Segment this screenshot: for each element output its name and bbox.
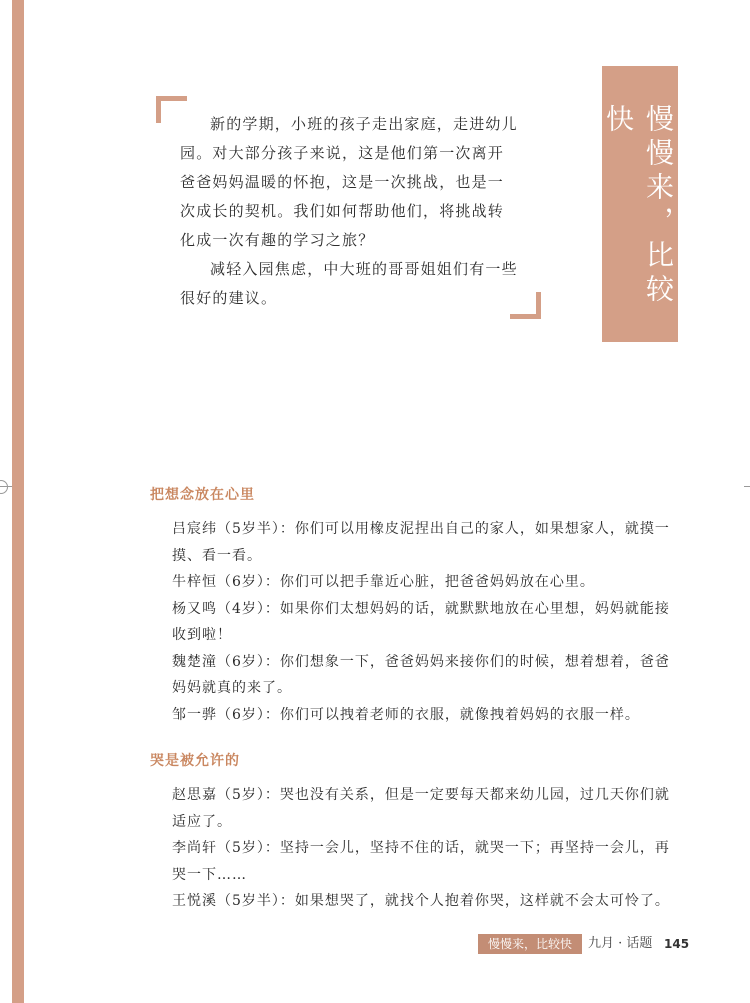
quote-bracket-close xyxy=(510,292,541,319)
intro-paragraph-1: 新的学期，小班的孩子走出家庭，走进幼儿园。对大部分孩子来说，这是他们第一次离开爸爸妈妈温暖的怀抱，这是一次挑战，也是一次成长的契机。我们如何帮助他们，将挑战转化成一次有趣的学习之旅？ xyxy=(180,115,518,249)
quote-item: 李尚轩（5岁）：坚持一会儿，坚持不住的话，就哭一下；再坚持一会儿，再哭一下…… xyxy=(172,840,670,883)
section-1-quotes xyxy=(172,516,672,728)
quote-item: 王悦溪（5岁半）：如果想哭了，就找个人抱着你哭，这样就不会太可怜了。 xyxy=(172,893,670,909)
footer-month-label: 九月 · 话题 xyxy=(588,936,653,951)
section-2-quotes xyxy=(172,782,672,915)
footer-topic-tag: 慢慢来，比较快 xyxy=(478,934,582,954)
page-number: 145 xyxy=(664,937,690,951)
quote-item: 吕宸纬（5岁半）：你们可以用橡皮泥捏出自己的家人，如果想家人，就摸一摸、看一看。 xyxy=(172,521,670,564)
intro-block xyxy=(180,110,520,313)
quote-item: 赵思嘉（5岁）：哭也没有关系，但是一定要每天都来幼儿园，过几天你们就适应了。 xyxy=(172,787,670,830)
quote-item: 杨又鸣（4岁）：如果你们太想妈妈的话，就默默地放在心里想，妈妈就能接收到啦！ xyxy=(172,600,670,643)
quote-item: 牛梓恒（6岁）：你们可以把手靠近心脏，把爸爸妈妈放在心里。 xyxy=(172,574,595,590)
crop-mark-right xyxy=(744,486,750,487)
section-heading-1: 把想念放在心里 xyxy=(150,487,255,503)
quote-item: 魏楚潼（6岁）：你们想象一下，爸爸妈妈来接你们的时候，想着想着，爸爸妈妈就真的来了。 xyxy=(172,653,670,696)
page-edge-bar xyxy=(12,0,24,1003)
registration-mark-left xyxy=(0,480,8,494)
intro-paragraph-2: 减轻入园焦虑，中大班的哥哥姐姐们有一些很好的建议。 xyxy=(180,260,518,307)
page-title: 慢慢来，比较快 xyxy=(602,104,675,308)
section-heading-2: 哭是被允许的 xyxy=(150,753,240,769)
title-box xyxy=(602,66,678,342)
quote-item: 邹一骅（6岁）：你们可以拽着老师的衣服，就像拽着妈妈的衣服一样。 xyxy=(172,706,640,723)
